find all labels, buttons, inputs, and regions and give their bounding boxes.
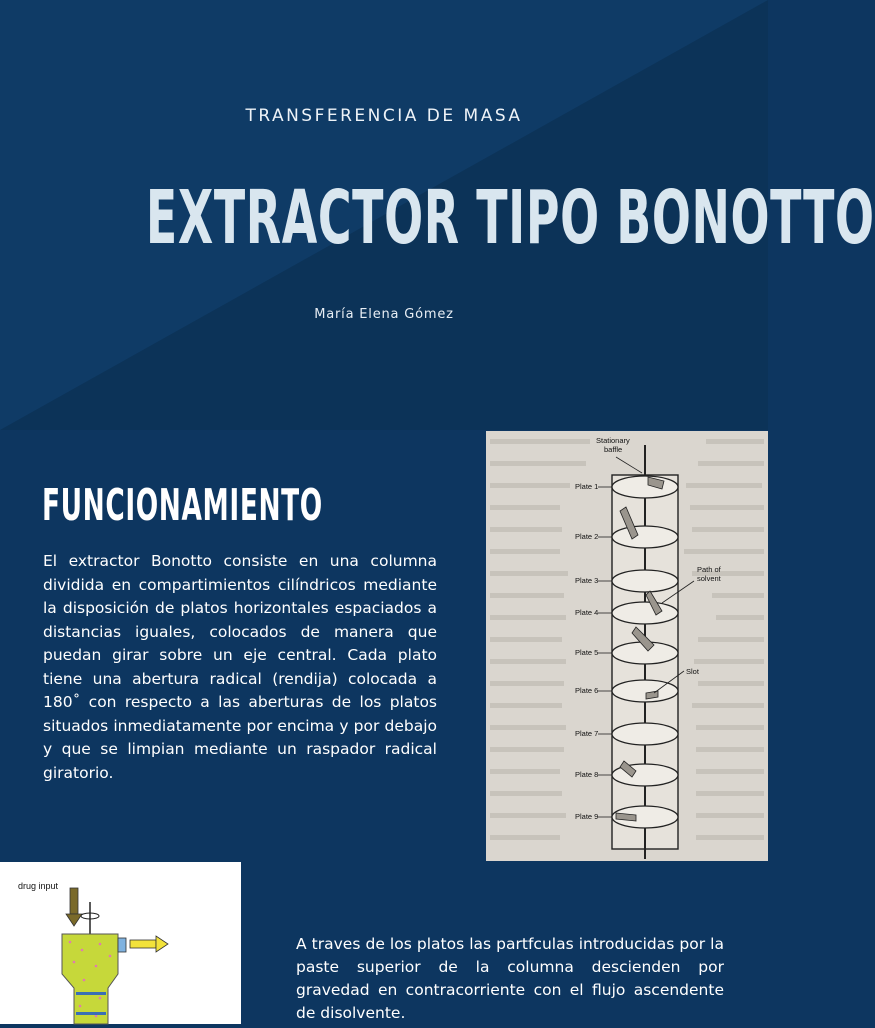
- plate-label: Plate 4: [575, 608, 599, 617]
- plate-label: Plate 9: [575, 812, 599, 821]
- subject-subtitle: TRANSFERENCIA DE MASA: [245, 106, 523, 126]
- right-arrow-icon: [130, 936, 168, 952]
- page-title: EXTRACTOR TIPO BONOTTO: [145, 175, 875, 261]
- author-name: María Elena Gómez: [314, 307, 454, 322]
- description-paragraph: El extractor Bonotto consiste en una columna dividida en compartimientos cilíndricos mediante la disposición de platos horizontales espaciados a distancias iguales, colocados de manera que puedan girar sobre un eje central. Cada plato tiene una abertura radical (rendija) colocada a 180˚ con respecto a las aberturas de los platos situados inmediatamente por encima y por debajo y que se limpian mediante un raspador radical giratorio.: [43, 552, 437, 782]
- drug-input-schematic: [0, 862, 241, 1024]
- path-of-label: Path of: [697, 565, 721, 574]
- plate-label: Plate 3: [575, 576, 599, 585]
- title-banner: [0, 0, 875, 430]
- bonotto-column-diagram: [486, 431, 768, 861]
- solvent-label: solvent: [697, 574, 721, 583]
- stationary-label: Stationary: [596, 436, 630, 445]
- flow-paragraph: A traves de los platos las partfculas introducidas por la paste superior de la columna descienden por gravedad en contracorriente con el flujo ascendente de disolvente.: [296, 935, 724, 1022]
- slot-label: Slot: [686, 667, 699, 676]
- baffle-label: baffle: [604, 445, 623, 454]
- section-heading: FUNCIONAMIENTO: [42, 480, 323, 531]
- plate-label: Plate 5: [575, 648, 599, 657]
- plate-label: Plate 6: [575, 686, 599, 695]
- plate-label: Plate 1: [575, 482, 599, 491]
- down-arrow-icon: [66, 888, 82, 926]
- drug-input-label: drug input: [18, 881, 59, 891]
- plate-label: Plate 7: [575, 729, 599, 738]
- plate-label: Plate 2: [575, 532, 599, 541]
- plate-label: Plate 8: [575, 770, 599, 779]
